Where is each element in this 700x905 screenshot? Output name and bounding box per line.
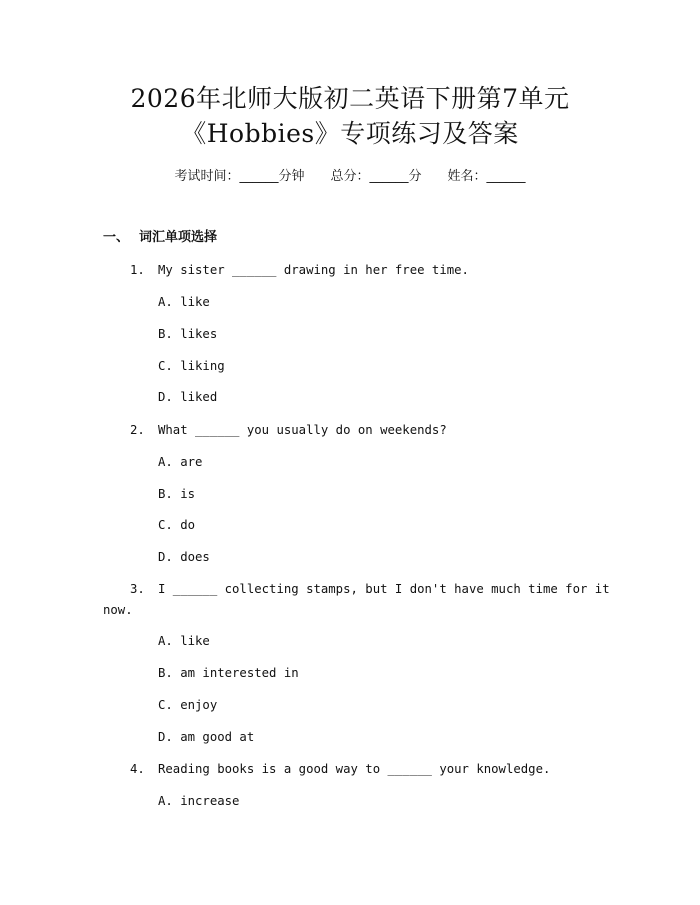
option-b: B. am interested in xyxy=(158,666,299,680)
question-number: 2. xyxy=(130,423,145,437)
option-a: A. increase xyxy=(158,794,240,808)
section-number: 一、 xyxy=(103,230,130,245)
option-d: D. does xyxy=(158,550,210,564)
section-title: 词汇单项选择 xyxy=(139,230,218,245)
document-title-line-2: 《Hobbies》专项练习及答案 xyxy=(181,119,519,148)
document-title-line-1: 2026年北师大版初二英语下册第7单元 xyxy=(130,84,570,113)
option-d: D. liked xyxy=(158,390,218,404)
option-c: C. enjoy xyxy=(158,698,218,712)
question-number: 3. xyxy=(130,582,145,596)
option-a: A. like xyxy=(158,634,210,648)
section-heading xyxy=(103,229,217,247)
option-b: B. likes xyxy=(158,327,218,341)
option-a: A. are xyxy=(158,455,203,469)
question-number: 4. xyxy=(130,762,145,776)
option-c: C. liking xyxy=(158,359,225,373)
option-c: C. do xyxy=(158,518,196,532)
total-score-field: 总分：______分 xyxy=(330,169,422,184)
option-b: B. is xyxy=(158,487,196,501)
exam-info-line xyxy=(0,168,700,186)
question-text: What ______ you usually do on weekends? xyxy=(158,423,447,437)
option-a: A. like xyxy=(158,295,210,309)
question-text: My sister ______ drawing in her free time. xyxy=(158,263,469,277)
question-text: I ______ collecting stamps, but I don't have much time for it xyxy=(158,582,610,596)
question-number: 1. xyxy=(130,263,145,277)
option-d: D. am good at xyxy=(158,730,255,744)
name-field: 姓名：______ xyxy=(447,169,526,184)
question-text-continuation: now. xyxy=(103,603,133,617)
exam-time-field: 考试时间：______分钟 xyxy=(174,169,305,184)
question-text: Reading books is a good way to ______ your knowledge. xyxy=(158,762,551,776)
